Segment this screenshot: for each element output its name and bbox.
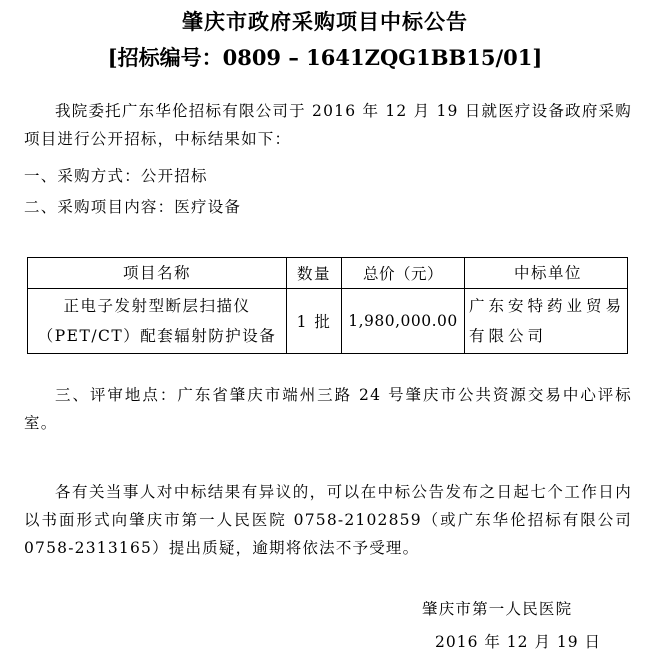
procurement-method: 一、采购方式：公开招标 — [24, 167, 208, 185]
table-header-row — [28, 258, 628, 289]
objection-paragraph: 各有关当事人对中标结果有异议的，可以在中标公告发布之日起七个工作日内以书面形式向肇庆市第一人民医院 0758-2102859（或广东华伦招标有限公司 0758-2313165）提出质疑，逾期将依法不予受理。 — [24, 483, 632, 557]
cell-project-name: 正电子发射型断层扫描仪（PET/CT）配套辐射防护设备 — [28, 289, 287, 354]
page-title: 肇庆市政府采购项目中标公告 — [182, 9, 468, 34]
review-location-paragraph: 三、评审地点：广东省肇庆市端州三路 24 号肇庆市公共资源交易中心评标室。 — [24, 386, 632, 432]
table-row — [28, 289, 628, 354]
bid-number: [招标编号：0809 – 1641ZQG1BB15/01] — [107, 45, 543, 70]
cell-total-price: 1,980,000.00 — [342, 289, 465, 354]
procurement-content: 二、采购项目内容：医疗设备 — [24, 198, 242, 216]
intro-paragraph: 我院委托广东华伦招标有限公司于 2016 年 12 月 19 日就医疗设备政府采购项目进行公开招标，中标结果如下： — [24, 102, 632, 148]
result-table — [27, 257, 628, 354]
cell-winner: 广东安特药业贸易有限公司 — [465, 289, 628, 354]
header-winner: 中标单位 — [465, 258, 628, 289]
cell-quantity: 1 批 — [287, 289, 342, 354]
header-total-price: 总价（元） — [342, 258, 465, 289]
header-quantity: 数量 — [287, 258, 342, 289]
signature-organization: 肇庆市第一人民医院 — [422, 600, 573, 618]
signature-date: 2016 年 12 月 19 日 — [435, 633, 602, 651]
header-project-name: 项目名称 — [28, 258, 287, 289]
